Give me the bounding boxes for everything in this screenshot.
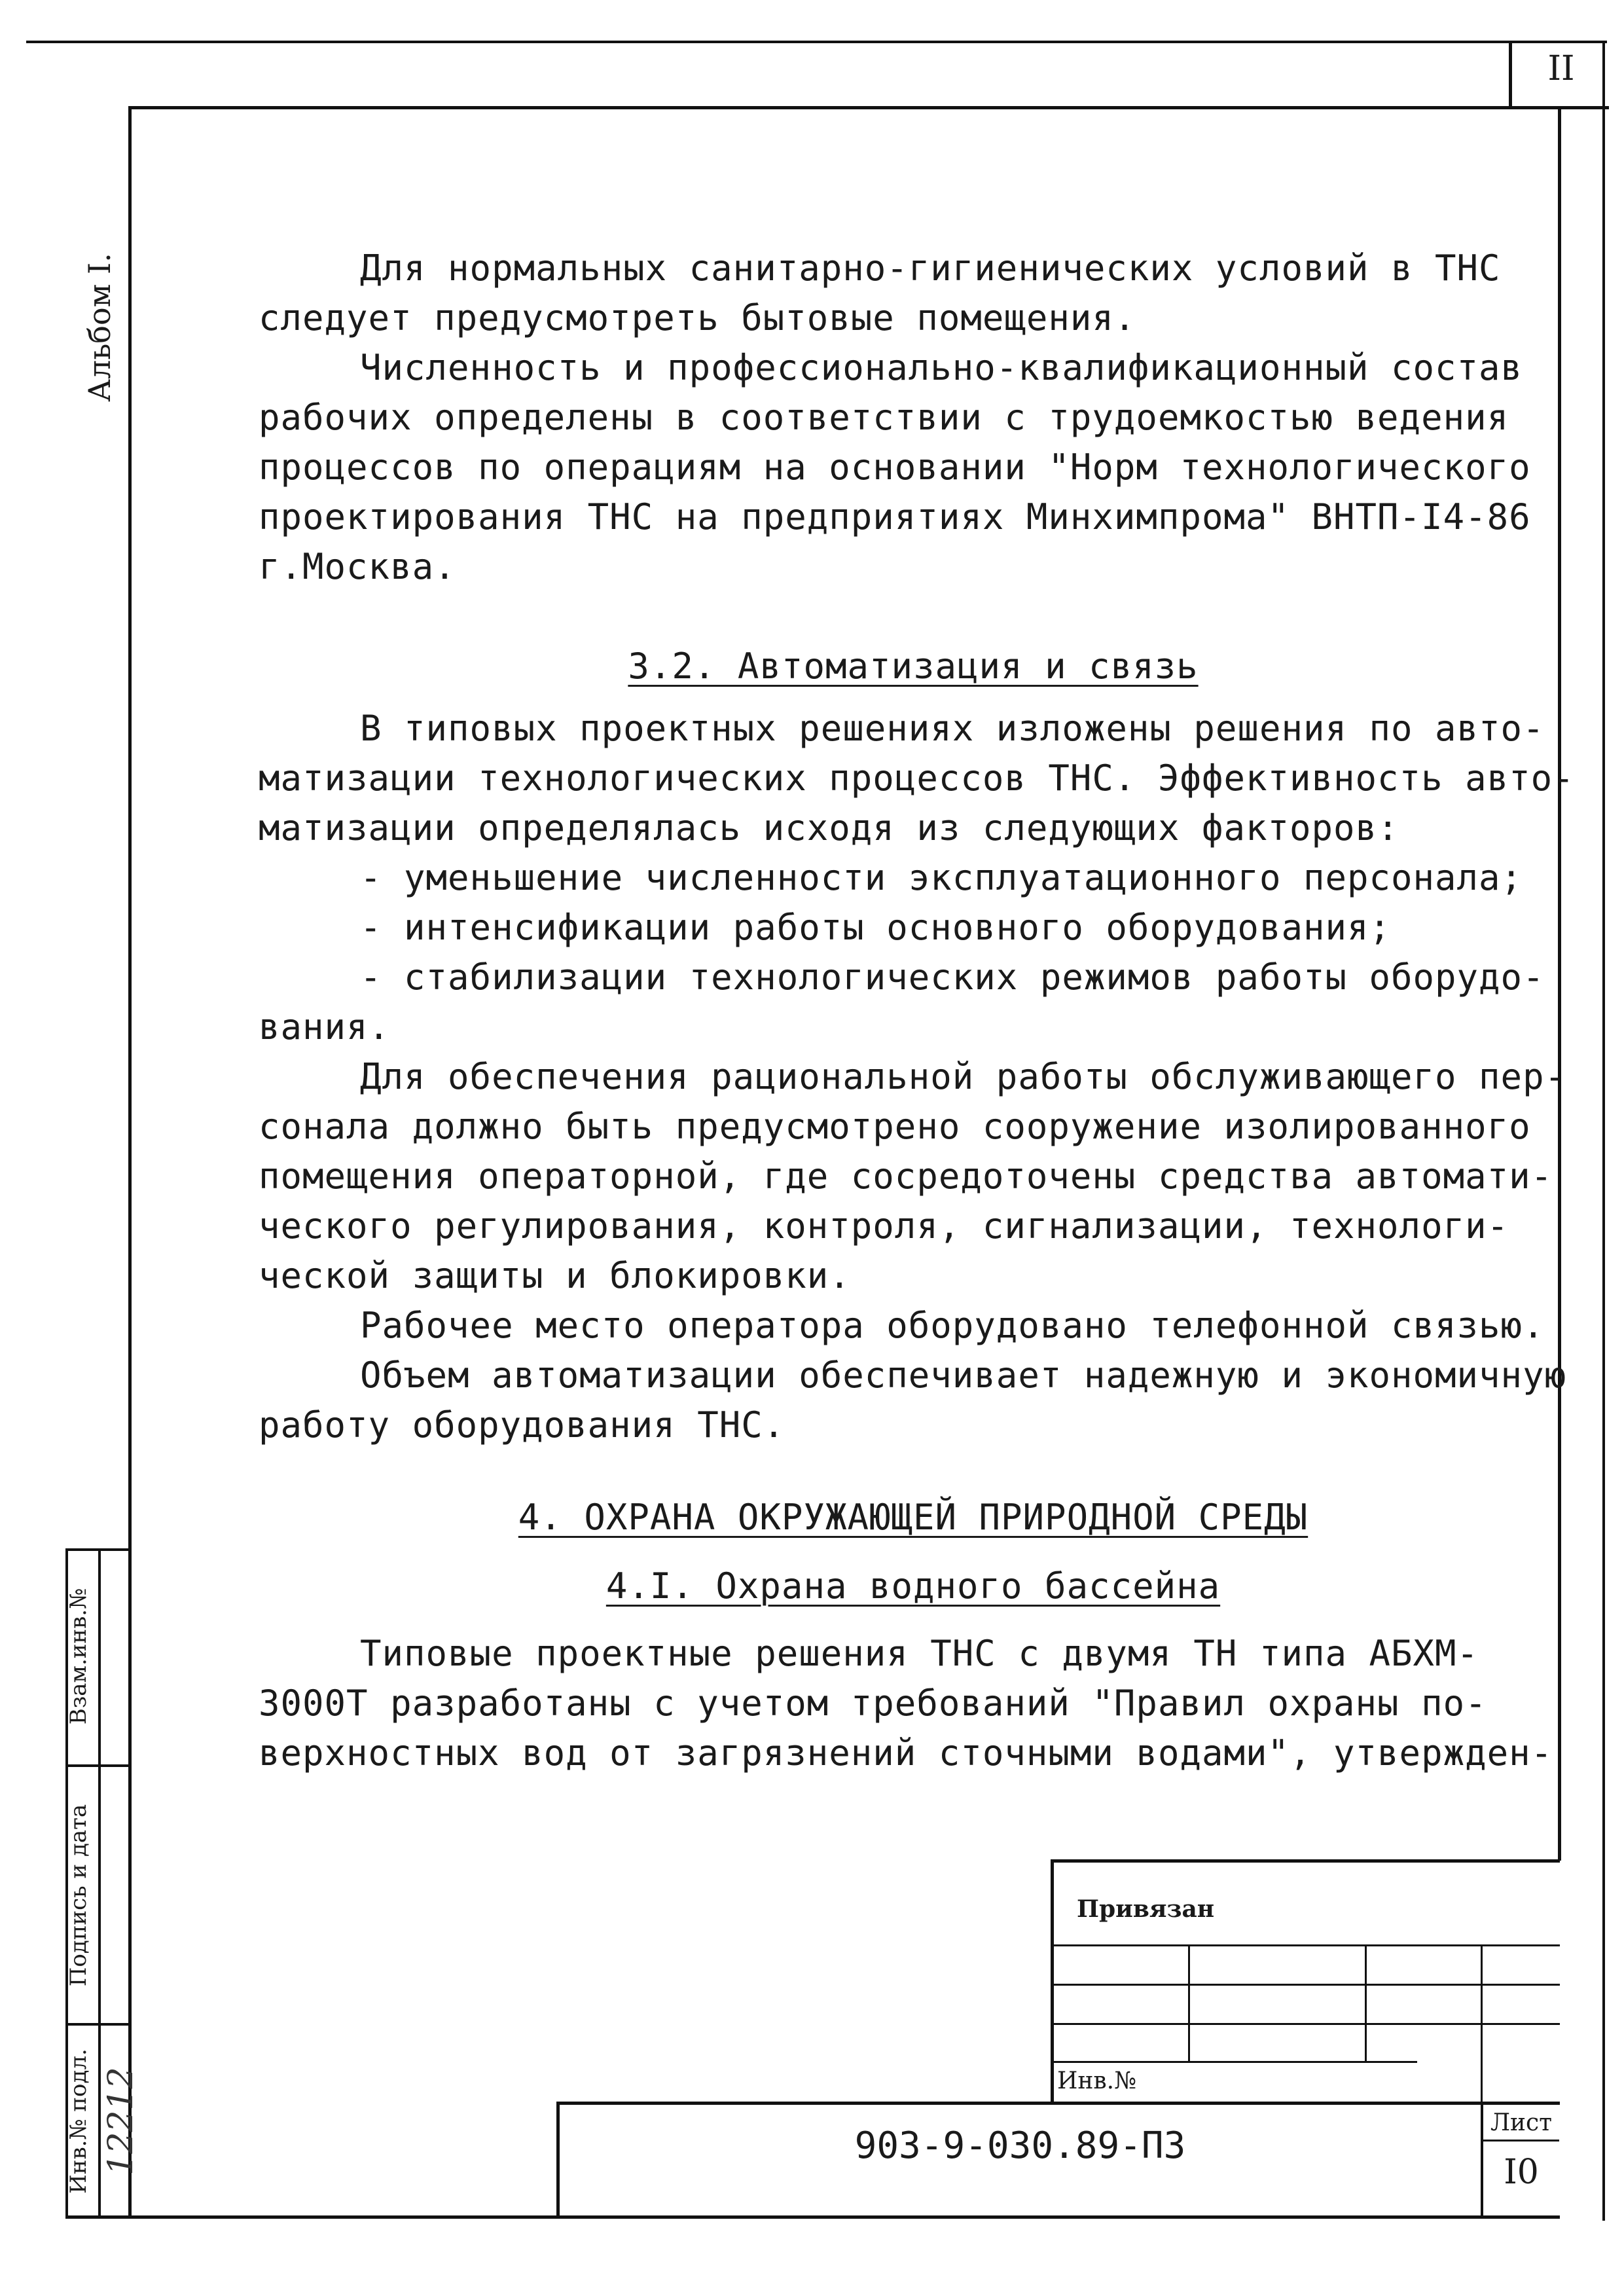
- p3-line-6: - стабилизации технологических режимов работы оборудо-: [360, 957, 1545, 998]
- tb-main-top: [556, 2102, 1560, 2105]
- tb-top: [1051, 1859, 1560, 1863]
- p3-line-5: - интенсификации работы основного оборудования;: [360, 907, 1392, 948]
- p4-line-2: сонала должно быть предусмотрено сооружение изолированного: [259, 1106, 1531, 1147]
- p4-line-3: помещения операторной, где сосредоточены средства автомати-: [259, 1156, 1553, 1197]
- sheet-number: II: [1547, 49, 1575, 88]
- heading-4: [259, 1493, 1568, 1542]
- frame-right-outer: [1602, 41, 1605, 2221]
- p6-line-1: Объем автоматизации обеспечивает надежную и экономичную: [360, 1355, 1567, 1396]
- paragraph-7: [259, 1629, 1553, 1778]
- heading-4-1-text: 4.I. Охрана водного бассейна: [605, 1565, 1221, 1607]
- p7-line-2: 3000Т разработаны с учетом требований "Правил охраны по-: [259, 1683, 1487, 1724]
- heading-4-1: [259, 1561, 1568, 1611]
- p1-line-2: следует предусмотреть бытовые помещения.: [259, 297, 1136, 338]
- tb-list-sep: [1481, 2140, 1559, 2141]
- tb-row-3: [1051, 2023, 1560, 2025]
- p2-line-5: г.Москва.: [259, 546, 456, 587]
- tb-row-4: [1051, 2061, 1417, 2063]
- tb-document-code: 903-9-030.89-ПЗ: [854, 2124, 1186, 2167]
- frame-bottom: [65, 2215, 1560, 2219]
- p2-line-2: рабочих определены в соответствии с трудоемкостью ведения: [259, 397, 1509, 438]
- frame-left: [128, 106, 132, 2217]
- tb-inv-no: Инв.№: [1057, 2068, 1137, 2094]
- p6-line-2: работу оборудования ТНС.: [259, 1404, 785, 1446]
- paragraph-1: [259, 244, 1531, 592]
- tb-row-1: [1051, 1944, 1560, 1946]
- p4-line-1: Для обеспечения рациональной работы обслуживающего пер-: [360, 1056, 1567, 1097]
- p7-line-1: Типовые проектные решения ТНС с двумя ТН типа АБХМ-: [360, 1633, 1479, 1674]
- heading-4-text: 4. ОХРАНА ОКРУЖАЮЩЕЙ ПРИРОДНОЙ СРЕДЫ: [518, 1497, 1308, 1538]
- p4-line-4: ческого регулирования, контроля, сигнализации, технологи-: [259, 1205, 1509, 1247]
- paragraph-3: [259, 704, 1575, 1450]
- p2-line-1: Численность и профессионально-квалификационный состав: [360, 347, 1523, 388]
- p1-line-1: Для нормальных санитарно-гигиенических условий в ТНС: [360, 247, 1501, 289]
- binding-vzam-inv: Взам.инв.№: [65, 1588, 92, 1725]
- album-label: Альбом I.: [82, 253, 117, 402]
- tb-privyazan: Привязан: [1077, 1895, 1215, 1923]
- p3-line-2: матизации технологических процессов ТНС. Эффективность авто-: [259, 757, 1575, 799]
- tb-row-2: [1051, 1984, 1560, 1986]
- tb-col-2: [1365, 1944, 1367, 2062]
- frame-top-inner: [130, 106, 1609, 109]
- p3-line-1: В типовых проектных решениях изложены решения по авто-: [360, 708, 1545, 749]
- p4-line-5: ческой защиты и блокировки.: [259, 1255, 851, 1296]
- p2-line-3: процессов по операциям на основании "Норм технологического: [259, 446, 1531, 488]
- heading-3-2: [259, 642, 1568, 691]
- tb-list-label: Лист: [1490, 2109, 1553, 2136]
- p3-line-4: - уменьшение численности эксплуатационного персонала;: [360, 857, 1523, 898]
- p7-line-3: верхностных вод от загрязнений сточными водами", утвержден-: [259, 1732, 1553, 1774]
- heading-3-2-text: 3.2. Автоматизация и связь: [628, 646, 1199, 687]
- binding-podpis-data: Подпись и дата: [65, 1804, 92, 1987]
- p3-line-7: вания.: [259, 1006, 391, 1048]
- binding-sep-1: [65, 1764, 131, 1767]
- p3-line-3: матизации определялась исходя из следующих факторов:: [259, 807, 1399, 848]
- binding-inv-podl-value: 12212: [101, 2067, 141, 2176]
- frame-top-outer: [26, 41, 1607, 43]
- p2-line-4: проектирования ТНС на предприятиях Минхимпрома" ВНТП-I4-86: [259, 496, 1531, 538]
- binding-inv-podl: Инв.№ подл.: [65, 2049, 92, 2194]
- binding-sep-2: [65, 2023, 131, 2026]
- tb-col-1: [1188, 1944, 1190, 2062]
- tb-left: [1051, 1859, 1054, 2104]
- tb-list-number: I0: [1504, 2153, 1539, 2192]
- tb-col-3: [1481, 1944, 1483, 2102]
- binding-top: [65, 1548, 131, 1551]
- p5-line-1: Рабочее место оператора оборудовано телефонной связью.: [360, 1305, 1545, 1346]
- binding-mid: [98, 1548, 101, 2217]
